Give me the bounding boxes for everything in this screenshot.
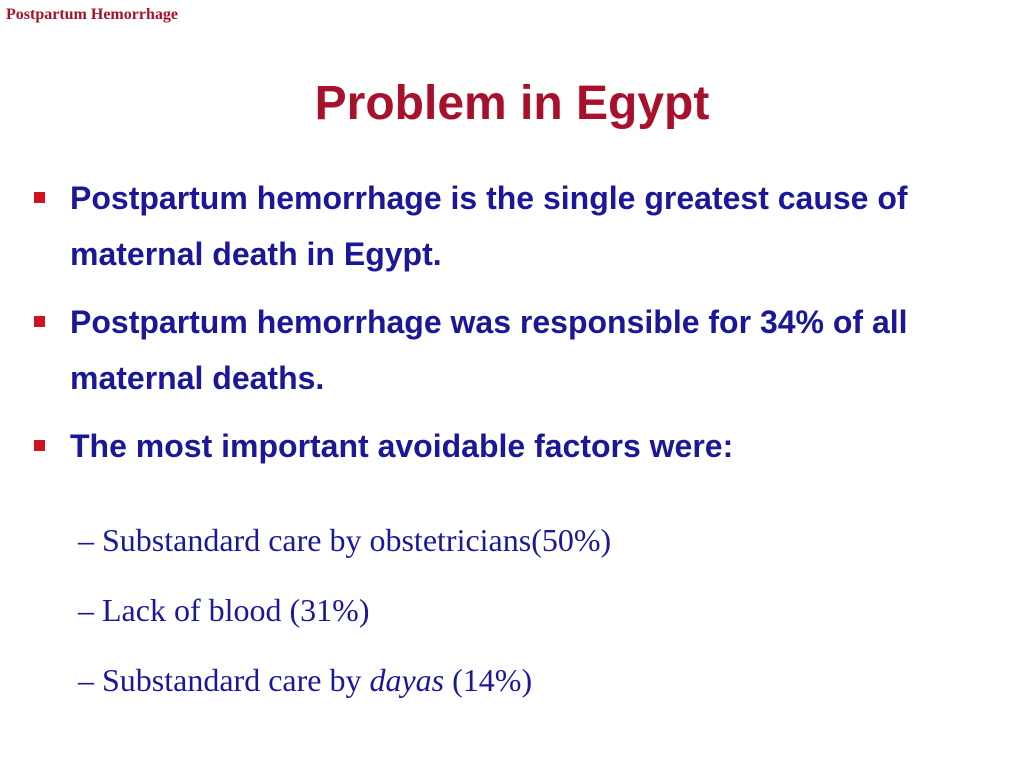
bullet-item — [30, 294, 1010, 406]
sub-item-list — [78, 505, 611, 715]
sub-item — [78, 645, 611, 715]
header-label: Postpartum Hemorrhage — [6, 6, 178, 23]
bullet-item — [30, 418, 1010, 474]
square-bullet-icon — [34, 316, 45, 327]
sub-item: – Lack of blood (31%) — [78, 592, 370, 628]
bullet-text: The most important avoidable factors were: — [70, 428, 734, 464]
sub-item-suffix: (14%) — [444, 662, 533, 698]
square-bullet-icon — [34, 192, 45, 203]
sub-item: – Substandard care by obstetricians(50%) — [78, 522, 612, 558]
sub-item-emphasis: dayas — [369, 662, 445, 698]
slide-title: Problem in Egypt — [314, 77, 710, 130]
square-bullet-icon — [34, 440, 45, 451]
bullet-item — [30, 170, 1010, 282]
bullet-text: Postpartum hemorrhage was responsible for 34% of all maternal deaths. — [70, 304, 908, 396]
bullet-list — [30, 170, 1010, 486]
bullet-text: Postpartum hemorrhage is the single greatest cause of maternal death in Egypt. — [70, 180, 908, 272]
sub-item-prefix: – Substandard care by — [78, 662, 370, 698]
